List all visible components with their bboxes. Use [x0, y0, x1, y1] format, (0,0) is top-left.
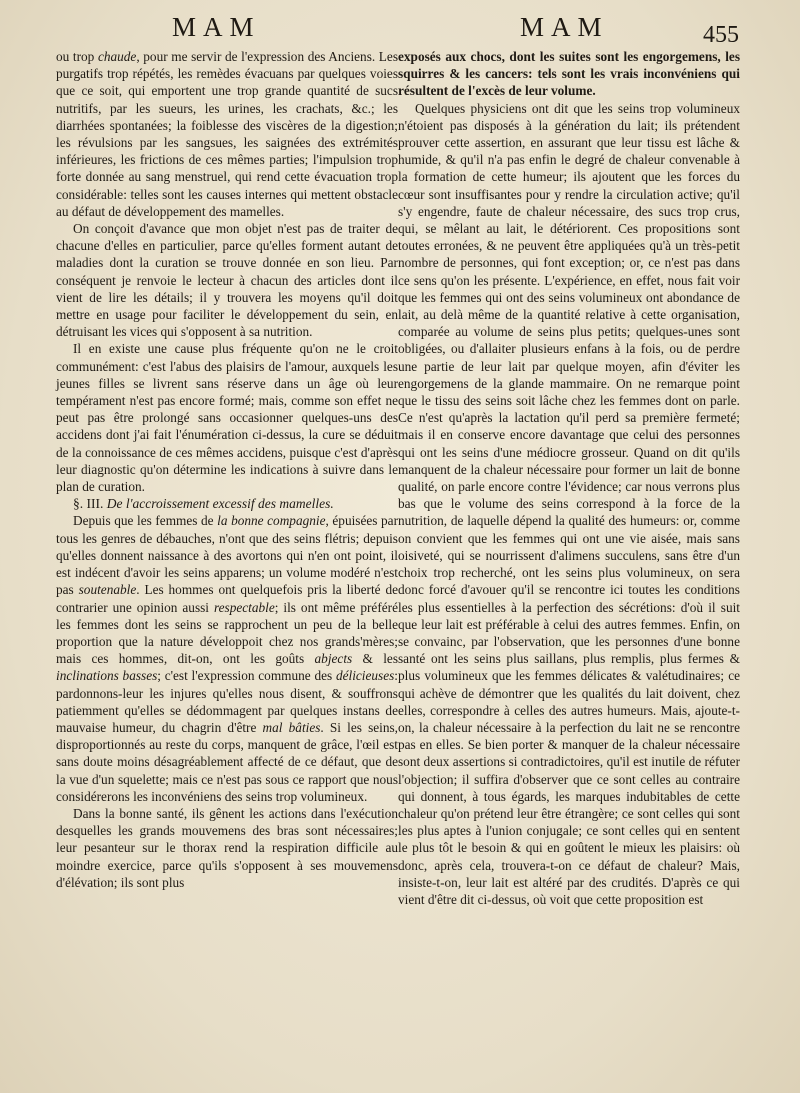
page-number: 455: [703, 22, 739, 48]
text-run: , pour me servir de l'expression des Anciens. Les purgatifs trop répétés, les remèdes évacuans par quelques voies que ce soit, qui emportent une trop grande quantité de sucs nutritifs, par les sueurs, les urines, les crachats, &c.; les diarrhées spontanées; la foiblesse des viscères de la digestion; les révulsions par les sangsues, les saignées des extrémités inférieures, les frictions de ces mêmes parties; l'impulsion trop forte donnée au sang menstruel, qui rend cette évacuation trop considérable: telles sont les causes internes qui mettent obstacle au défaut de développement des mamelles.: [56, 49, 398, 219]
text-run: ; c'est l'expression commune des: [157, 668, 336, 684]
text-run: Depuis que les femmes de: [73, 513, 218, 529]
text-run: ; ils ont même préféré les femmes dont les seins se rapprochent un peu de la belle proportion que la nature développoit chez nos grands'mères; mais ces hommes, dit-on, ont les goûts: [56, 599, 398, 667]
left-paragraph-5: Dans la bonne santé, ils gênent les actions dans l'exécution desquelles les grands mouvemens des bras sont nécessaires; leur pesanteur sur le thorax rend la respiration difficile au moindre exercice, parce qu'ils s'opposent à ses mouvemens d'élévation; ils sont plus: [56, 805, 398, 890]
left-paragraph-1: [56, 48, 398, 220]
italic-run: la bonne compagnie: [217, 513, 326, 529]
section-title: De l'accroissement excessif des mamelles.: [106, 496, 334, 512]
left-column: [56, 48, 398, 891]
left-paragraph-3: Il en existe une cause plus fréquente qu'on ne le croit communément: c'est l'abus des plaisirs de l'amour, auxquels les jeunes filles se livrent sans réserve dans un âge où leur tempérament n'est pas encore formé; mais, comme son effet ne peut pas être prolongé sans occasionner quelques-uns des accidens dont j'ai fait l'énumération ci-dessus, la cure se déduit de la connoissance de ces mêmes accidens, puisque c'est d'après leur diagnostic qu'on détermine les indications à suivre dans le plan de curation.: [56, 341, 398, 495]
left-paragraph-2: On conçoit d'avance que mon objet n'est pas de traiter de chacune d'elles en particulier, parce qu'elles forment autant de maladies dont la curation se trouve donnée en son lieu. Par conséquent je renvoie le lecteur à chacun des articles dont il vient de lire les détails; il y trouvera les moyens qu'il doit mettre en usage pour faciliter le développement du sein, en détruisant les vices qui s'opposent à sa nutrition.: [56, 221, 398, 340]
header-left-word: MAM: [172, 12, 261, 42]
text-run: . Les hommes ont quelquefois pris la liberté de contrarier une opinion aussi: [56, 582, 398, 615]
left-paragraph-4: [56, 512, 398, 804]
section-heading: [56, 495, 398, 512]
right-paragraph-2: Quelques physiciens ont dit que les seins trop volumineux n'étoient pas disposés à la génération du lait; ils prétendent prouver cette assertion, en assurant que leur tissu est lâche & humide, & qu'il n'a pas enfin le degré de chaleur convenable à la formation de cette humeur; ils ajoutent que les forces du cœur sont insuffisantes pour y rendre la circulation active; qu'il s'y engendre, faute de chaleur nécessaire, des sucs trop crus, qui, se mêlant au lait, le détériorent. Ces propositions sont toutes erronées, & ne peuvent être appliquées qu'à un très-petit nombre de personnes, qui font exception; or, ce n'est pas dans ce sens qu'on les présente. L'expérience, en effet, nous fait voir que les femmes qui ont des seins volumineux ont abondance de lait, au delà même de la quantité relative à cette organisation, comparée au volume de seins plus petits; quelques-unes sont obligées, ou d'allaiter plusieurs enfans à la fois, ou de perdre une partie de leur lait par quelque moyen, afin d'éviter les engorgemens de la glande mammaire. On ne remarque point que le tissu des seins soit lâche chez les femmes dont on parle. Ce n'est qu'après la lactation qu'il perd sa première fermeté; mais il en conserve encore davantage que celui des personnes qui ont les seins d'une médiocre grosseur. Quand on dit qu'ils manquent de la chaleur nécessaire pour former un lait de bonne qualité, on parle encore contre l'évidence; car nous verrons plus bas que le volume des seins correspond à la force de la nutrition, de laquelle dépend la qualité des humeurs: or, comme on convient que les femmes qui ont une vie aisée, mais sans oisiveté, qui se nourrissent d'alimens succulens, sans être d'un choix trop recherché, ont les seins plus volumineux, on sera donc forcé d'avouer qu'il se rencontre ici toutes les conditions les plus essentielles à la perfection des sécrétions: d'où il suit que leur lait est préférable à celui des autres femmes. Enfin, on se convainc, par l'observation, que les personnes d'une bonne santé ont les seins plus saillans, plus remplis, plus fermes & plus volumineux que les femmes délicates & valétudinaires; ce qui achève de démontrer que les qualités du lait doivent, chez elles, correspondre à celles des autres humeurs. Mais, ajoute-t-on, la chaleur nécessaire à la perfection du lait ne se rencontre pas en elles. Se bien porter & manquer de la chaleur nécessaire sont deux assertions si contradictoires, qu'il est inutile de réfuter l'objection; il suffira d'observer que ce sont celles au contraire qui donnent, à tous égards, les marques indubitables de cette chaleur qu'on prétend leur être étrangère; ce sont celles qui sont les plus aptes à l'union conjugale; ce sont celles qui en sentent le plus tôt le besoin & qui en goûtent le mieux les plaisirs: où donc, après cela, trouvera-t-on ce défaut de chaleur? Mais, insiste-t-on, leur lait est altéré par des crudités. D'après ce qui vient d'être dit ci-dessus, où voit que cette proposition est: [398, 100, 740, 907]
text-run: & les: [352, 651, 398, 667]
text-run: , épuisées par tous les genres de débauches, n'ont que des seins flétris; depuis qu'elles donnent naissance à des avortons qui n'en ont point, il est indécent d'avoir les seins apparens; un volume modéré n'est pas: [56, 513, 398, 598]
italic-run: respectable: [213, 599, 275, 615]
italic-run: mal bâties: [262, 719, 321, 735]
italic-run: chaude: [97, 49, 137, 64]
italic-run: abjects: [314, 651, 353, 667]
italic-run: délicieuses: [335, 668, 395, 684]
text-run: . Si les seins, disproportionnés au reste du corps, manquent de grâce, l'œil est sans doute moins désagréablement affecté de ce défaut, que de la vue d'un squelette; mais ce n'est pas sous ce rapport que nous considérerons les inconvéniens des seins trop volumineux.: [56, 719, 398, 804]
text-run: ou trop: [56, 49, 98, 64]
section-number: §. III.: [73, 496, 104, 512]
running-header: [0, 8, 800, 48]
italic-run: soutenable: [78, 582, 137, 598]
right-paragraph-1: exposés aux chocs, dont les suites sont les engorgemens, les squirres & les cancers: tels sont les vrais inconvéniens qui résultent de l'excès de leur volume.: [398, 49, 740, 99]
header-right-word: MAM: [520, 12, 609, 42]
right-column: [398, 48, 740, 908]
text-run: : pardonnons-leur les injures qu'elles nous disent, & souffrons patiemment qu'elles se dédommagent par quelques instans de mauvaise humeur, du chagrin d'être: [56, 668, 398, 735]
italic-run: inclinations basses: [56, 668, 158, 684]
